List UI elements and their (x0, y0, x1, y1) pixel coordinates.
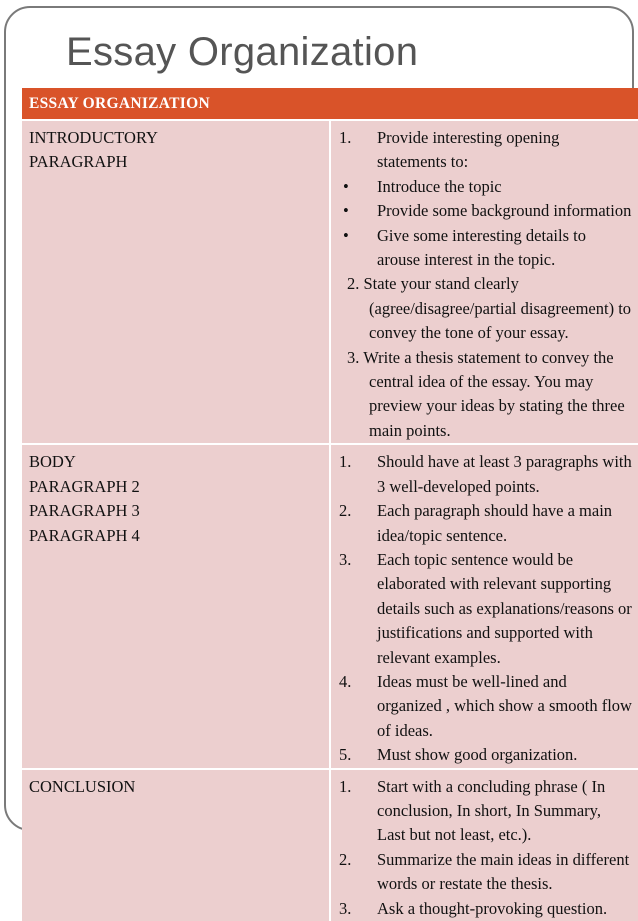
point-text: Summarize the main ideas in different words or restate the thesis. (377, 849, 630, 894)
list-item (339, 743, 632, 767)
point-text: Give some interesting details to arouse interest in the topic. (377, 225, 586, 270)
list-number: 3. (339, 898, 352, 918)
point-text: Each paragraph should have a main idea/topic sentence. (377, 501, 613, 545)
points-list (339, 126, 632, 443)
section-label-cell (22, 769, 330, 921)
section-label: PARAGRAPH (29, 152, 128, 172)
bullet-marker: • (343, 176, 349, 196)
point-text: 2. State your stand clearly (agree/disagree/partial disagreement) to convey the tone of your essay. (347, 274, 632, 343)
bullet-marker: • (343, 225, 349, 245)
essay-organization-table (22, 88, 638, 921)
point-text: Provide interesting opening statements to: (377, 128, 560, 172)
point-text: Start with a concluding phrase ( In conclusion, In short, In Summary, Last but not least, etc.). (377, 776, 606, 845)
section-label-cell (22, 444, 330, 768)
section-label: PARAGRAPH 2 (29, 476, 140, 496)
section-label: PARAGRAPH 3 (29, 501, 140, 521)
list-number: 2. (339, 501, 352, 521)
points-list (339, 450, 632, 767)
section-label: INTRODUCTORY (29, 128, 158, 147)
section-points-cell (330, 444, 638, 768)
section-label-cell (22, 120, 330, 444)
section-points-cell (330, 769, 638, 921)
section-label: PARAGRAPH 4 (29, 525, 140, 545)
list-number: 2. (339, 849, 352, 869)
table-row (22, 120, 638, 444)
point-text: Should have at least 3 paragraphs with 3 well-developed points. (377, 452, 632, 496)
point-text: Ask a thought-provoking question. (377, 898, 608, 918)
points-list (339, 775, 632, 921)
section-points-cell (330, 120, 638, 444)
list-number: 3. (339, 549, 352, 569)
list-item (339, 670, 632, 743)
list-number: 1. (339, 128, 352, 147)
point-text: Provide some background information (377, 201, 632, 221)
point-text: Must show good organization. (377, 745, 578, 765)
point-text: Introduce the topic (377, 176, 502, 196)
list-number: 1. (339, 452, 352, 472)
list-item (339, 199, 632, 223)
list-number: 5. (339, 745, 352, 765)
section-label: BODY (29, 452, 76, 472)
list-item (339, 775, 632, 848)
list-item (339, 224, 632, 273)
list-item (339, 548, 632, 670)
bullet-marker: • (343, 201, 349, 221)
list-item (339, 272, 632, 345)
point-text: Each topic sentence would be elaborated with relevant supporting details such as explanations/reasons or justifications and supported with relevant examples. (377, 549, 632, 667)
point-text: 3. Write a thesis statement to convey the central idea of the essay. You may preview your ideas by stating the three main points. (347, 347, 625, 440)
list-item (339, 175, 632, 199)
list-item (339, 346, 632, 444)
table-row (22, 444, 638, 768)
table-row (22, 769, 638, 921)
list-item (339, 450, 632, 499)
list-number: 1. (339, 776, 352, 796)
table-header: ESSAY ORGANIZATION (22, 88, 638, 120)
slide-title: Essay Organization (66, 30, 419, 74)
list-number: 4. (339, 671, 352, 691)
list-item (339, 126, 632, 175)
list-item (339, 897, 632, 921)
section-label: CONCLUSION (29, 776, 136, 796)
list-item (339, 499, 632, 548)
point-text: Ideas must be well-lined and organized , which show a smooth flow of ideas. (377, 671, 632, 740)
list-item (339, 848, 632, 897)
table-header-row (22, 88, 638, 120)
